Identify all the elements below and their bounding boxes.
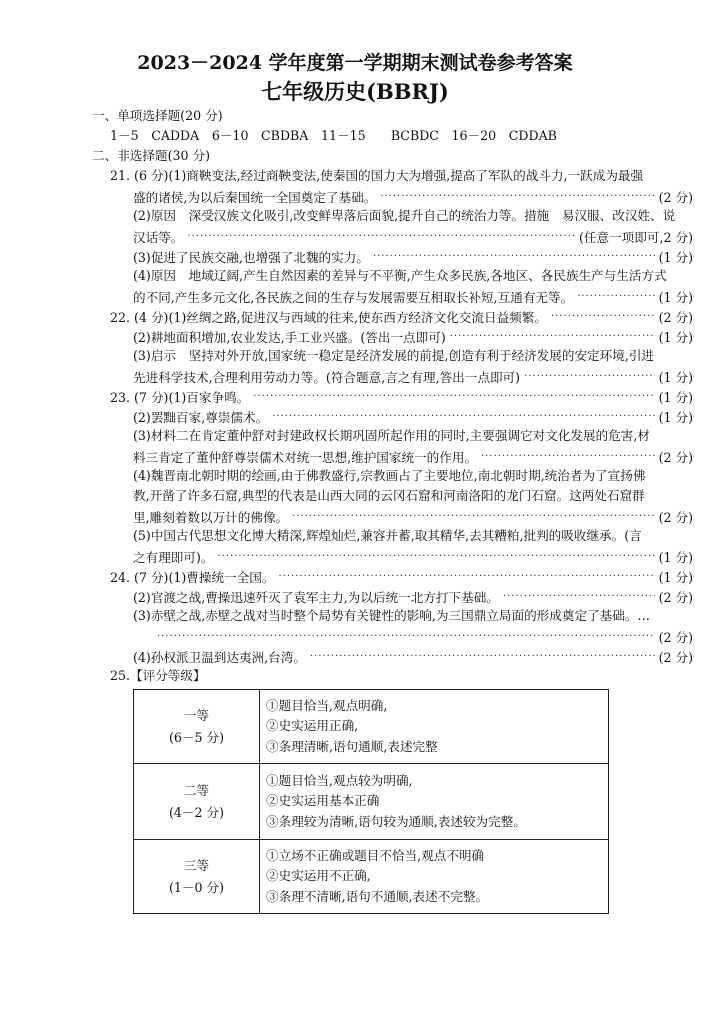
choice-answers: 1－5 CADDA 6－10 CBDBA 11－15 BCBDC 16－20 CDDAB xyxy=(110,128,557,143)
leader-dots xyxy=(278,571,654,582)
criterion: ①题目恰当,观点明确, xyxy=(266,697,388,713)
q24-line-4 xyxy=(133,646,693,666)
q21-line-5 xyxy=(133,246,693,266)
q22-line-2-text: (2)耕地面积增加,农业发达,手工业兴盛。(答出一点即可) xyxy=(133,329,446,345)
q22-line-2-score: (1 分) xyxy=(658,329,693,345)
grade-level-cell xyxy=(134,840,260,914)
q21-line-6: (4)原因 地域辽阔,产生自然因素的差异与不平衡,产生众多民族,各地区、各民族生产与生活方式 xyxy=(133,268,667,283)
grading-table xyxy=(133,689,609,914)
q22-line-4 xyxy=(133,366,693,386)
leader-dots xyxy=(253,391,654,402)
q23-line-9-text: 之有理即可)。 xyxy=(133,549,214,565)
grade-criteria-cell xyxy=(260,764,609,840)
criterion: ①立场不正确或题目不恰当,观点不明确 xyxy=(266,847,485,863)
q24-line-3-score: (2 分) xyxy=(658,629,693,645)
q24-line-1-score: (1 分) xyxy=(658,569,693,585)
q23-line-3: (3)材料二在肯定董仲舒对封建政权长期巩固所起作用的同时,主要强调它对文化发展的危害,材 xyxy=(133,428,651,443)
leader-dots xyxy=(272,411,654,422)
q23-line-8: (5)中国古代思想文化博大精深,辉煌灿烂,兼容并蓄,取其精华,去其糟粕,批判的吸收继承。(言 xyxy=(133,528,642,543)
q21-line-4-score: (任意一项即可,2 分) xyxy=(578,229,693,245)
section2-heading: 二、非选择题(30 分) xyxy=(92,148,211,163)
q23-line-2 xyxy=(133,406,693,426)
leader-dots xyxy=(187,231,575,242)
q21-line-2-text: 盛的诸侯,为以后秦国统一全国奠定了基础。 xyxy=(133,189,377,205)
leader-dots xyxy=(503,591,655,602)
q23-line-1 xyxy=(110,386,693,406)
leader-dots xyxy=(157,631,655,642)
q22-line-1-text: 22. (4 分)(1)丝绸之路,促进汉与西域的往来,使东西方经济文化交流日益频繁。 xyxy=(110,309,547,325)
criterion: ②史实运用不正确, xyxy=(266,868,371,884)
q23-line-4 xyxy=(133,446,693,466)
q23-line-9-score: (1 分) xyxy=(658,549,693,565)
q24-line-2-score: (2 分) xyxy=(658,589,693,605)
q23-line-2-text: (2)罢黜百家,尊崇儒术。 xyxy=(133,409,269,425)
grade-level-range: (1－0 分) xyxy=(168,879,225,895)
q24-line-1-text: 24. (7 分)(1)曹操统一全国。 xyxy=(110,569,275,585)
q23-line-1-score: (1 分) xyxy=(658,389,693,405)
grade-row xyxy=(134,840,609,914)
leader-dots xyxy=(373,251,655,262)
criterion: ③条理清晰,语句通顺,表述完整 xyxy=(266,738,438,754)
leader-dots xyxy=(450,331,655,342)
leader-dots xyxy=(551,311,655,322)
grade-level-name: 三等 xyxy=(183,857,210,873)
q23-line-4-text: 料三肯定了董仲舒尊崇儒术对统一思想,维护国家统一的作用。 xyxy=(133,449,478,465)
q21-line-7 xyxy=(133,286,693,306)
q23-line-7 xyxy=(133,506,693,526)
q24-line-4-text: (4)孙权派卫温到达夷洲,台湾。 xyxy=(133,649,306,665)
grade-row xyxy=(134,764,609,840)
criterion: ③条理不清晰,语句不通顺,表述不完整。 xyxy=(266,888,489,904)
q21-line-2 xyxy=(133,186,693,206)
leader-dots xyxy=(292,511,654,522)
q22-line-1-score: (2 分) xyxy=(658,309,693,325)
q21-line-2-score: (2 分) xyxy=(658,189,693,205)
q25-heading: 25.【评分等级】 xyxy=(110,668,206,683)
q24-line-3-cont xyxy=(133,626,693,646)
criterion: ③条理较为清晰,语句较为通顺,表述较为完整。 xyxy=(266,813,526,829)
grade-criteria-cell xyxy=(260,690,609,764)
q24-line-2 xyxy=(133,586,693,606)
q21-line-1: 21. (6 分)(1)商鞅变法,经过商鞅变法,使秦国的国力大为增强,提高了军队的战斗力,一跃成为最强 xyxy=(110,168,644,183)
q23-line-4-score: (2 分) xyxy=(658,449,693,465)
leader-dots xyxy=(380,191,654,202)
answer-key-title: 2023－2024 学年度第一学期期末测试卷参考答案 xyxy=(137,52,573,74)
q22-line-2 xyxy=(133,326,693,346)
leader-dots xyxy=(310,651,655,662)
q23-line-7-score: (2 分) xyxy=(658,509,693,525)
grade-level-range: (4－2 分) xyxy=(168,804,225,820)
q21-line-7-score: (1 分) xyxy=(658,289,693,305)
q21-line-5-text: (3)促进了民族交融,也增强了北魏的实力。 xyxy=(133,249,369,265)
leader-dots xyxy=(524,371,655,382)
q23-line-6: 教,开凿了许多石窟,典型的代表是山西大同的云冈石窟和河南洛阳的龙门石窟。这两处石窟群 xyxy=(133,488,645,503)
grade-level-cell xyxy=(134,764,260,840)
grade-level-name: 二等 xyxy=(183,782,210,798)
q23-line-1-text: 23. (7 分)(1)百家争鸣。 xyxy=(110,389,250,405)
q21-line-4-text: 汉话等。 xyxy=(133,229,184,245)
grade-row xyxy=(134,690,609,764)
q21-line-4 xyxy=(133,226,693,246)
q22-line-4-text: 先进科学技术,合理利用劳动力等。(符合题意,言之有理,答出一点即可) xyxy=(133,369,521,385)
section1-heading: 一、单项选择题(20 分) xyxy=(92,108,223,123)
q24-line-4-score: (2 分) xyxy=(658,649,693,665)
leader-dots xyxy=(217,551,654,562)
q22-line-3: (3)启示 坚持对外开放,国家统一稳定是经济发展的前提,创造有利于经济发展的安定环境,引进 xyxy=(133,348,655,363)
q23-line-2-score: (1 分) xyxy=(658,409,693,425)
grade-criteria-cell xyxy=(260,840,609,914)
subject-subtitle: 七年级历史(BBRJ) xyxy=(261,79,449,104)
q22-line-4-score: (1 分) xyxy=(658,369,693,385)
q23-line-5: (4)魏晋南北朝时期的绘画,由于佛教盛行,宗教画占了主要地位,南北朝时期,统治者为了宣扬佛 xyxy=(133,468,646,483)
criterion: ②史实运用正确, xyxy=(266,718,359,734)
q24-line-2-text: (2)官渡之战,曹操迅速歼灭了袁军主力,为以后统一北方打下基础。 xyxy=(133,589,499,605)
q21-line-7-text: 的不同,产生多元文化,各民族之间的生存与发展需要互相取长补短,互通有无等。 xyxy=(133,289,574,305)
q22-line-1 xyxy=(110,306,693,326)
grade-level-range: (6－5 分) xyxy=(168,729,225,745)
q23-line-9 xyxy=(133,546,693,566)
leader-dots xyxy=(481,451,655,462)
q24-line-3: (3)赤壁之战,赤壁之战对当时整个局势有关键性的影响,为三国鼎立局面的形成奠定了基础。… xyxy=(133,608,651,623)
leader-dots xyxy=(577,291,654,302)
q21-line-5-score: (1 分) xyxy=(658,249,693,265)
q21-line-3: (2)原因 深受汉族文化吸引,改变鲜卑落后面貌,提升自己的统治力等。措施 易汉服、改汉姓、说 xyxy=(133,208,676,223)
grade-level-cell xyxy=(134,690,260,764)
grade-level-name: 一等 xyxy=(183,707,210,723)
criterion: ②史实运用基本正确 xyxy=(266,793,380,809)
q23-line-7-text: 里,雕刻着数以万计的佛像。 xyxy=(133,509,289,525)
criterion: ①题目恰当,观点较为明确, xyxy=(266,772,413,788)
q24-line-1 xyxy=(110,566,693,586)
